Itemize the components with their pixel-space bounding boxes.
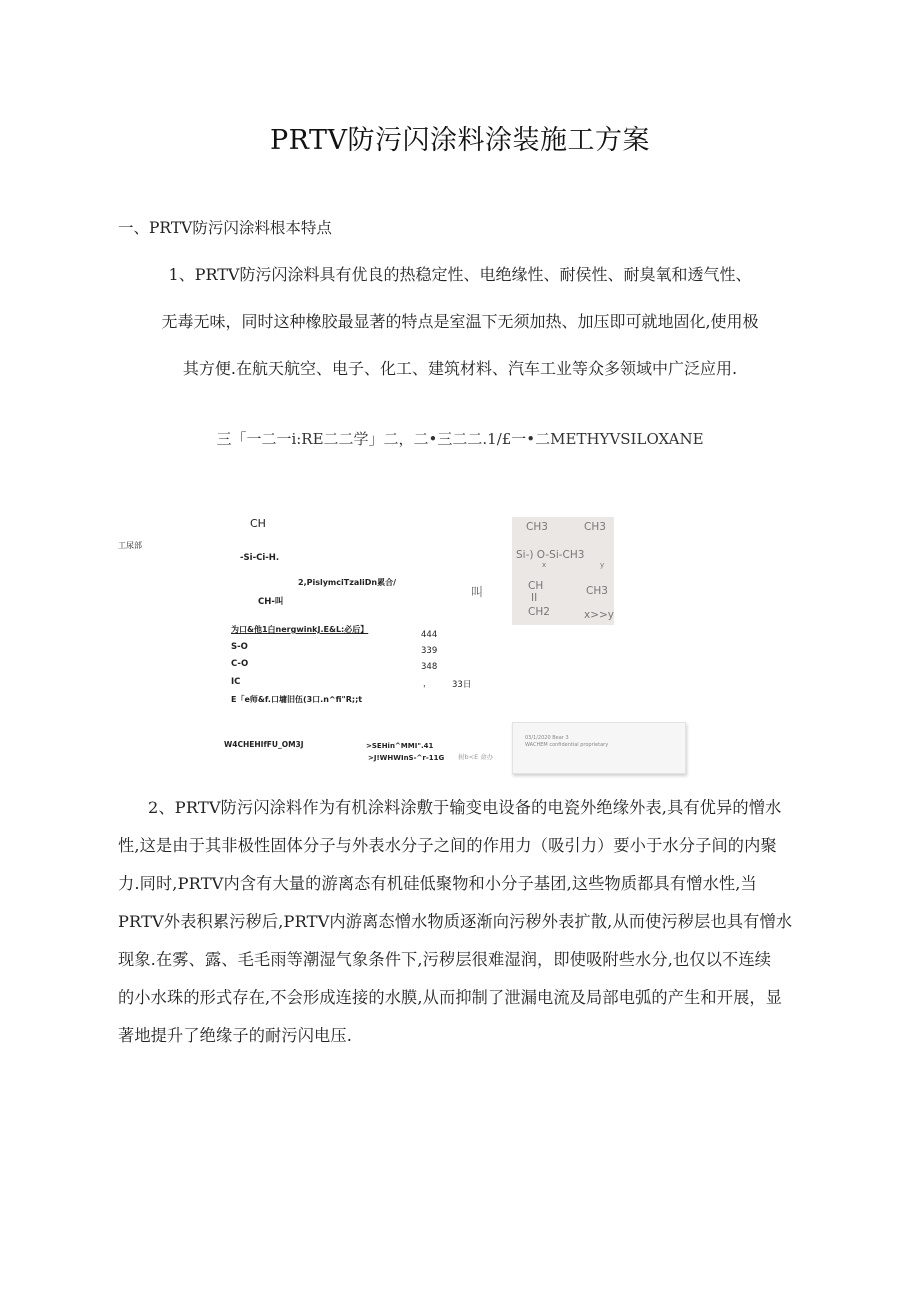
struct-ch2: CH2 — [528, 606, 550, 618]
struct-ch: CH — [528, 580, 544, 592]
struct-ch3-low: CH3 — [586, 585, 608, 597]
figure-bottom-left: W4CHEHIfFU_OM3J — [224, 740, 304, 749]
figure-bottom-mid-1: >SEHin^MMI".41 — [366, 742, 434, 750]
figure-bottom-mid-2: >J!WHWInS-^r-11G — [368, 754, 445, 762]
chemical-structure-image — [512, 517, 614, 625]
bond-extra-mark: ， — [423, 679, 432, 689]
bond-table-header: 为口&他1白nergwinkJ.E&L:必后】 — [231, 625, 369, 634]
bond-name: S-O — [231, 642, 248, 652]
figure-caption-card — [512, 722, 686, 774]
bond-value: 348 — [421, 662, 438, 672]
figure-ch-top: CH — [250, 517, 266, 530]
card-line-1: 03/1/2020 Bear 3 — [525, 735, 569, 741]
bond-name: C-O — [231, 659, 249, 669]
struct-ch3-right: CH3 — [584, 521, 606, 533]
formula-line: 三「一二一i:RE二二学」二，二•三二二.1/£一•二METHYVSILOXANE — [216, 430, 704, 448]
bond-name: IC — [231, 677, 241, 687]
figure-si-line: -Si-Ci-H. — [240, 553, 280, 563]
figure-poly-label: 2,PislymciTzaliDn累合/ — [298, 578, 397, 587]
struct-ch3-left: CH3 — [526, 521, 548, 533]
page-title: PRTV防污闪涂料涂装施工方案 — [269, 125, 651, 156]
struct-si-row: Si-) O-Si-CH3 — [516, 549, 585, 561]
struct-sub-y: y — [600, 561, 605, 569]
figure-bottom-small: 树b<E 命办 — [458, 753, 494, 761]
bond-value: 444 — [421, 630, 438, 640]
para2-line: 力.同时,PRTV内含有大量的游离态有机硅低聚物和小分子基团,这些物质都具有憎水性,当 — [118, 874, 757, 893]
bond-value: 339 — [421, 646, 438, 656]
para2-line: 的小水珠的形式存在,不会形成连接的水膜,从而抑制了泄漏电流及局部电弧的产生和开展，显 — [118, 988, 783, 1007]
bond-extra-value: 33日 — [452, 680, 472, 690]
para1-line: 无毒无味，同时这种橡胶最显著的特点是室温下无须加热、加压即可就地固化,使用极 — [161, 312, 759, 331]
section-heading: 一、PRTV防污闪涂料根本特点 — [118, 219, 332, 237]
para1-line: 其方便.在航天航空、电子、化工、建筑材料、汽车工业等众多领域中广泛应用. — [182, 359, 738, 378]
struct-sub-x: x — [542, 561, 547, 569]
figure-label-left: 工尿部 — [118, 541, 142, 550]
struct-xy: x>>y — [584, 609, 615, 621]
struct-double-bond: II — [531, 592, 538, 604]
figure-ch-bottom: CH-叫 — [258, 597, 284, 607]
para2-line: 性,这是由于其非极性固体分子与外表水分子之间的作用力（吸引力）要小于水分子间的内聚 — [118, 836, 777, 855]
para1-line: 1、PRTV防污闪涂料具有优良的热稳定性、电绝缘性、耐侯性、耐臭氧和透气性、 — [168, 265, 752, 284]
para2-line: 著地提升了绝缘子的耐污闪电压. — [118, 1026, 353, 1045]
para2-line: 现象.在雾、露、毛毛雨等潮湿气象条件下,污秽层很难湿润，即使吸附些水分,也仅以不连续 — [118, 950, 772, 969]
para2-line: 2、PRTV防污闪涂料作为有机涂料涂敷于输变电设备的电瓷外绝缘外表,具有优异的憎水 — [148, 798, 782, 817]
figure-side-mark: 叫 — [471, 585, 484, 599]
para2-line: PRTV外表积累污秽后,PRTV内游离态憎水物质逐渐向污秽外表扩散,从而使污秽层也具有憎水 — [118, 912, 793, 931]
figure-footnote: E「e师&f.口墉旧伍(3口.n^fi"R;;t — [231, 695, 363, 704]
card-line-2: WACHEM confidential proprietary — [525, 742, 609, 748]
